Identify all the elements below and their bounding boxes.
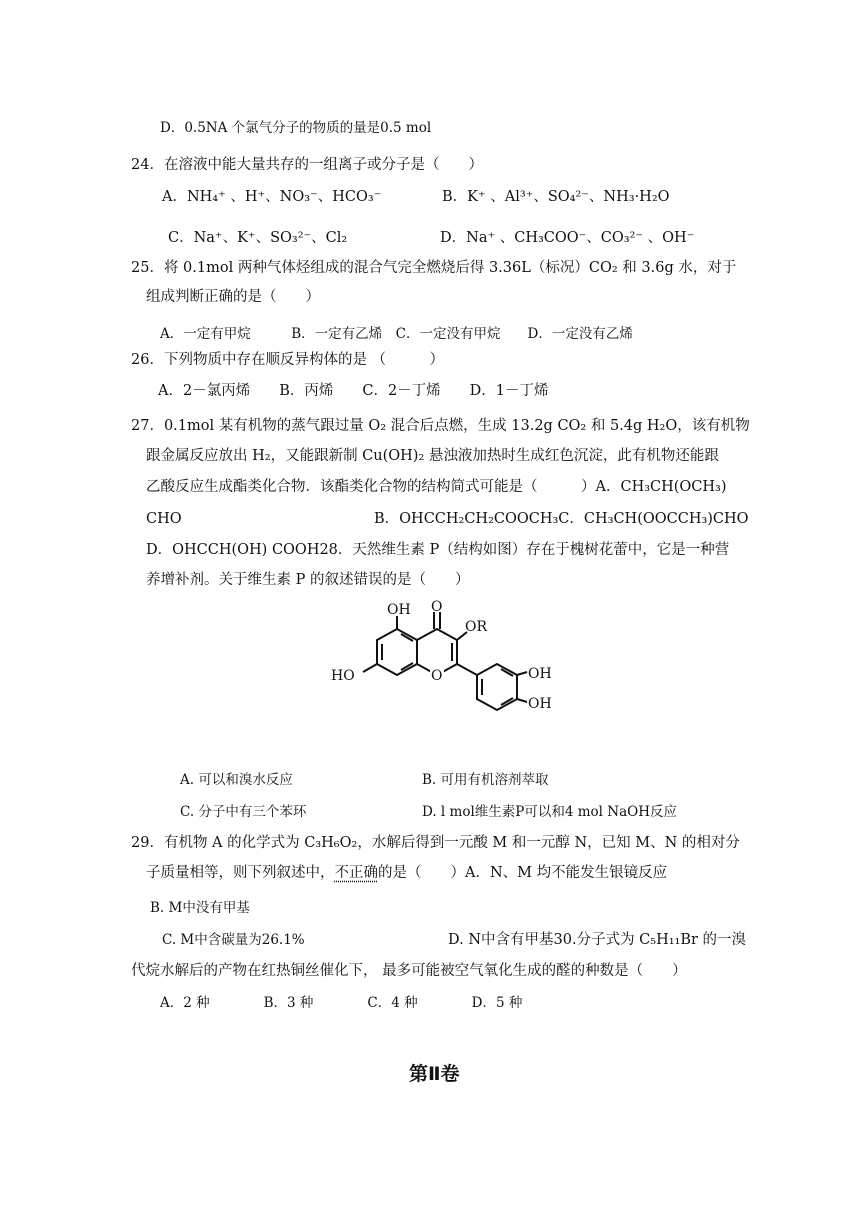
option-29-b: B. M中没有甲基 [150, 900, 250, 916]
options-27-bc: B．OHCCH₂CH₂COOCH₃C．CH₃CH(OOCCH₃)CHO [374, 511, 749, 527]
option-29-d-question-30: D. N中含有甲基30.分子式为 C₅H₁₁Br 的一溴 [448, 932, 747, 948]
option-24-c: C．Na⁺、K⁺、SO₃²⁻、Cl₂ [168, 230, 348, 246]
hydroxyl-right-2-label: OH [528, 696, 552, 712]
question-24: 24．在溶液中能大量共存的一组离子或分子是（ ） [131, 157, 483, 173]
question-30-line2: 代烷水解后的产物在红热铜丝催化下， 最多可能被空气氧化生成的醛的种数是（ ） [131, 963, 687, 979]
hydroxyl-left-label: HO [331, 668, 355, 684]
carbonyl-oxygen-label: O [431, 599, 443, 615]
question-25-cont: 组成判断正确的是（ ） [146, 289, 320, 305]
option-28-d: D. l mol维生素P可以和4 mol NaOH反应 [422, 804, 677, 820]
options-25: A．一定有甲烷 B．一定有乙烯 C．一定没有甲烷 D．一定没有乙烯 [160, 326, 633, 342]
options-26: A．2－氯丙烯 B．丙烯 C．2－丁烯 D．1－丁烯 [158, 383, 549, 399]
question-29: 29．有机物 A 的化学式为 C₃H₆O₂，水解后得到一元酸 M 和一元醇 N，已知 M、N 的相对分 [131, 835, 740, 851]
option-28-a: A. 可以和溴水反应 [180, 772, 293, 788]
options-30: A．2 种 B．3 种 C．4 种 D．5 种 [160, 995, 523, 1011]
vitamin-p-structure [325, 598, 555, 720]
question-28-line2: 养增补剂。关于维生素 P 的叙述错误的是（ ） [146, 572, 470, 588]
option-29-c: C. M中含碳量为26.1% [162, 932, 305, 948]
question-28-line1: D．OHCCH(OH) COOH28．天然维生素 P（结构如图）存在于槐树花蕾中，它是一种营 [146, 542, 730, 558]
option-24-a: A．NH₄⁺ 、H⁺、NO₃⁻、HCO₃⁻ [162, 189, 382, 205]
or-group-label: OR [465, 619, 488, 635]
question-27-line3: 乙酸反应生成酯类化合物．该酯类化合物的结构简式可能是（ ）A．CH₃CH(OCH₃) [146, 479, 727, 495]
hydroxyl-top-label: OH [387, 602, 411, 618]
question-27-line2: 跟金属反应放出 H₂，又能跟新制 Cu(OH)₂ 悬浊液加热时生成红色沉淀，此有机物还能跟 [146, 448, 719, 464]
question-27: 27．0.1mol 某有机物的蒸气跟过量 O₂ 混合后点燃，生成 13.2g CO₂ 和 5.4g H₂O，该有机物 [131, 418, 750, 434]
question-29-text-a: 子质量相等，则下列叙述中， [146, 865, 335, 881]
question-29-line2 [146, 863, 667, 883]
option-28-c: C. 分子中有三个苯环 [180, 804, 307, 820]
question-29-text-c: 的是（ ）A．N、M 均不能发生银镜反应 [378, 865, 668, 881]
emphasis-not-correct: 不正确 [334, 865, 378, 881]
option-27-a-cont: CHO [146, 511, 182, 527]
question-26: 26．下列物质中存在顺反异构体的是 （ ） [131, 352, 445, 368]
ring-oxygen-label: O [431, 668, 443, 684]
option-24-d: D．Na⁺ 、CH₃COO⁻、CO₃²⁻ 、OH⁻ [440, 230, 695, 246]
option-28-b: B. 可用有机溶剂萃取 [422, 772, 549, 788]
section-title: 第Ⅱ卷 [409, 1063, 460, 1085]
option-d-23: D．0.5NA 个氯气分子的物质的量是0.5 mol [160, 120, 432, 136]
option-24-b: B．K⁺ 、Al³⁺、SO₄²⁻、NH₃·H₂O [442, 189, 670, 205]
hydroxyl-right-1-label: OH [528, 666, 552, 682]
question-25: 25．将 0.1mol 两种气体烃组成的混合气完全燃烧后得 3.36L（标况）CO₂ 和 3.6g 水，对于 [131, 260, 737, 276]
